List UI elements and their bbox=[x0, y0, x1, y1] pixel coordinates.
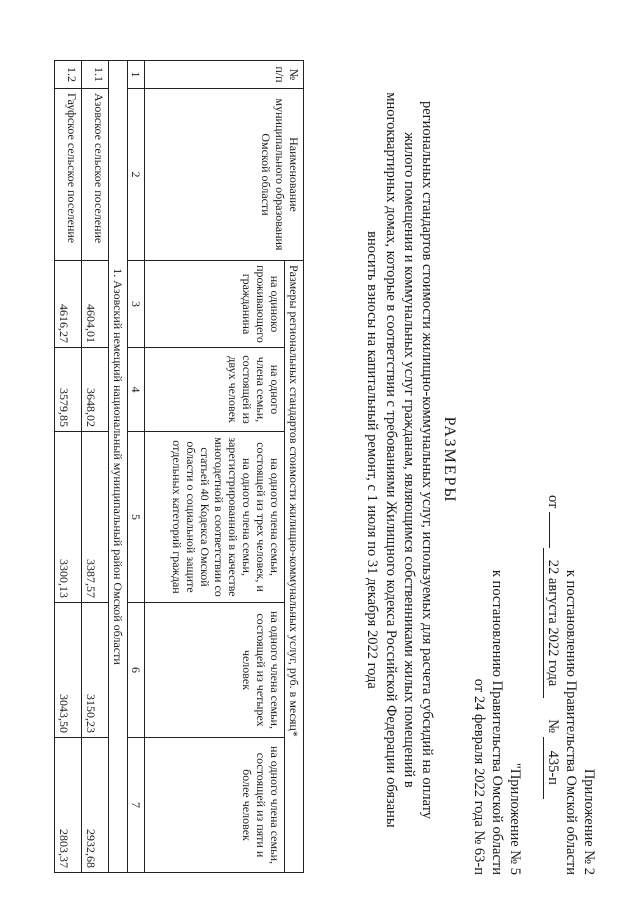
subtitle-line: многоквартирных домах, которые в соответствии с требованиями Жилищного кодекса Российской Федерации обязаны bbox=[382, 92, 399, 828]
column-number: 7 bbox=[128, 738, 145, 873]
document-title: РАЗМЕРЫ bbox=[441, 416, 458, 504]
column-number: 4 bbox=[128, 348, 145, 432]
value-cell: 3043,50 bbox=[55, 603, 82, 738]
row-num: 1.1 bbox=[82, 61, 109, 89]
value-cell: 3300,13 bbox=[55, 432, 82, 603]
row-num: 1.2 bbox=[55, 61, 82, 89]
col-group-header: Размеры региональных стандартов стоимости жилищно-коммунальных услуг, руб. в месяц* bbox=[285, 261, 304, 873]
value-cell: 3150,23 bbox=[82, 603, 109, 738]
resolution-date: 22 августа 2022 года bbox=[543, 548, 562, 698]
from-prefix: от bbox=[545, 495, 561, 509]
value-cell: 4604,01 bbox=[82, 261, 109, 348]
row-name: Азовское сельское поселение bbox=[82, 89, 109, 261]
date-underline-lead bbox=[549, 512, 550, 548]
resolution-date-line bbox=[543, 495, 562, 799]
col-header-family-4: на одного члена семьи, состоящей из четырех человек bbox=[145, 603, 285, 738]
column-number: 2 bbox=[128, 89, 145, 261]
value-cell: 3648,02 bbox=[82, 348, 109, 432]
column-number: 1 bbox=[128, 61, 145, 89]
subtitle-line: вносить взносы на капитальный ремонт, с 1 июля по 31 декабря 2022 года bbox=[364, 231, 381, 689]
value-cell: 3579,85 bbox=[55, 348, 82, 432]
column-numbers-row bbox=[128, 61, 145, 873]
value-cell: 2803,37 bbox=[55, 738, 82, 873]
standards-table bbox=[54, 60, 304, 873]
subtitle-line: региональных стандартов стоимости жилищно-коммунальных услуг, используемых для расчета субсидий на оплату bbox=[419, 100, 435, 820]
table-row bbox=[82, 61, 109, 873]
col-header-family-2: на одного члена семьи, состоящей из двух человек bbox=[145, 348, 285, 432]
col-header-single: на одиноко проживающего гражданина bbox=[145, 261, 285, 348]
title-block bbox=[363, 80, 458, 840]
resolution-reference: к постановлению Правительства Омской области bbox=[563, 569, 579, 875]
column-number: 5 bbox=[128, 432, 145, 603]
section-row bbox=[109, 61, 128, 873]
section-title: 1. Азовский немецкий национальный муниципальный район Омской области bbox=[109, 61, 128, 873]
value-cell: 2932,68 bbox=[82, 738, 109, 873]
col-header-family-3: на одного члена семьи, состоящей из трех человек, и на одного члена семьи, зарегистрированной в качестве многодетной в соответствии со статьей 40 Кодекса Омской области о социальной защите отдельных категорий граждан bbox=[145, 432, 285, 603]
column-number: 6 bbox=[128, 603, 145, 738]
resolution-number: 435-п bbox=[543, 737, 562, 799]
value-cell: 4616,27 bbox=[55, 261, 82, 348]
document-subtitle bbox=[363, 80, 436, 840]
row-name: Гауфское сельское поселение bbox=[55, 89, 82, 261]
column-number: 3 bbox=[128, 261, 145, 348]
col-header-family-5: на одного члена семьи, состоящей из пяти и более человек bbox=[145, 738, 285, 873]
col-header-name: Наименование муниципального образования Омской области bbox=[145, 89, 304, 261]
appendix-label: Приложение № 2 bbox=[581, 768, 597, 875]
number-prefix: № bbox=[545, 719, 561, 734]
quoted-resolution-date: от 24 февраля 2022 года № 63-п bbox=[471, 678, 487, 875]
col-header-num: № п/п bbox=[145, 61, 304, 89]
subtitle-line: жилого помещения и коммунальных услуг гражданам, являющимся собственниками жилых помещений в bbox=[400, 132, 417, 788]
quoted-resolution-reference: к постановлению Правительства Омской области bbox=[489, 569, 505, 875]
value-cell: 3387,57 bbox=[82, 432, 109, 603]
table-row bbox=[55, 61, 82, 873]
quoted-appendix-label: "Приложение № 5 bbox=[507, 762, 523, 875]
